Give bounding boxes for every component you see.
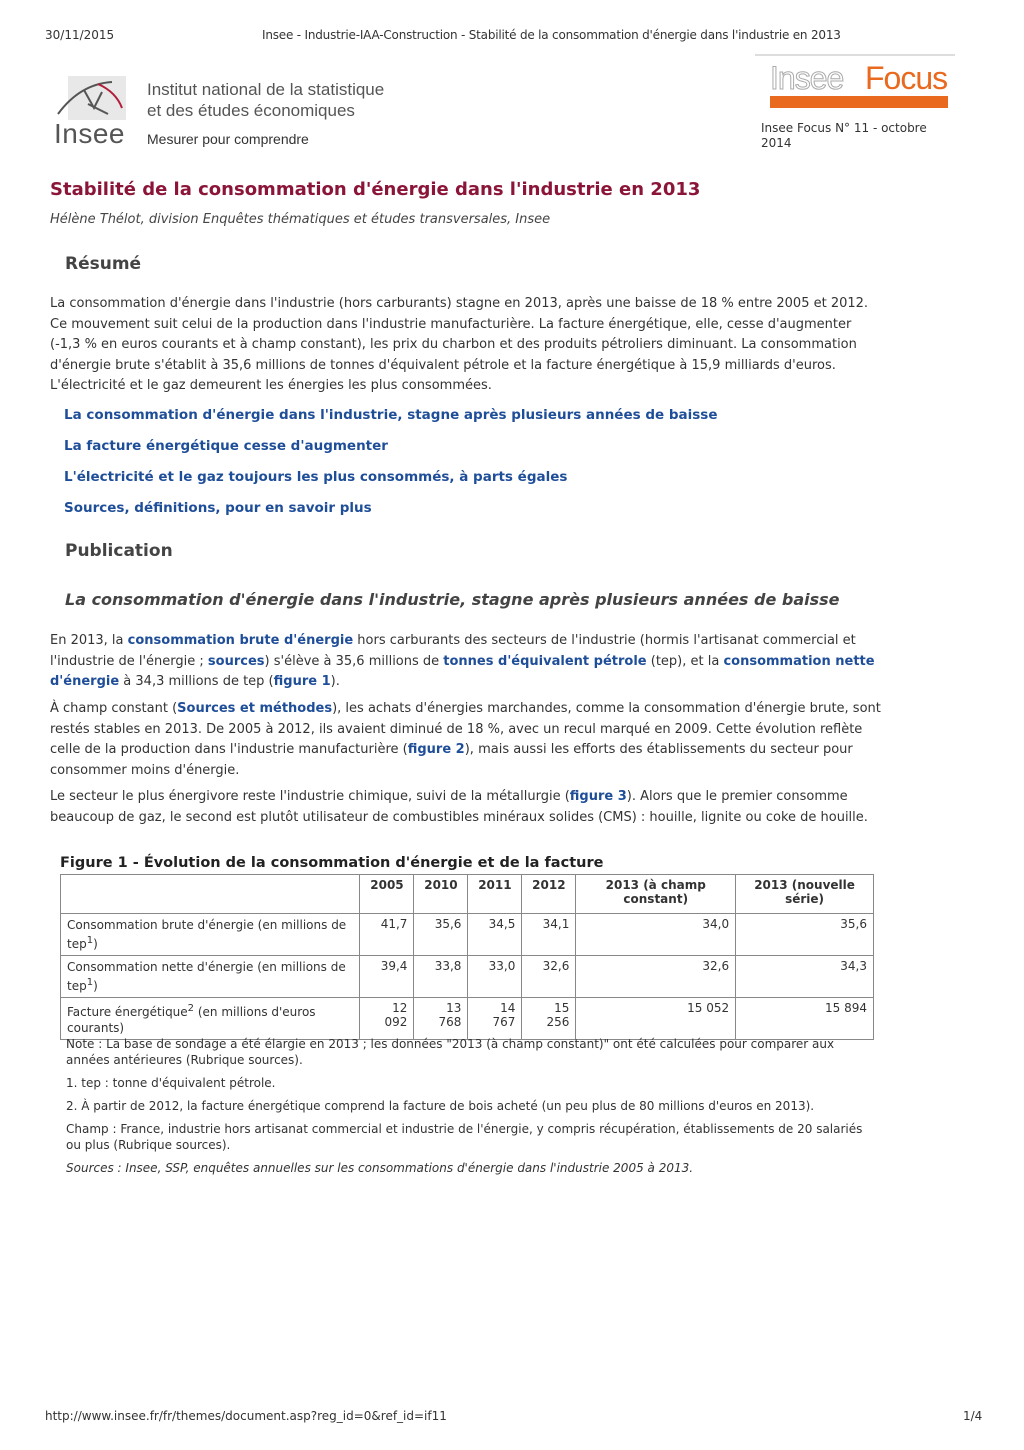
table-cell: 35,6 xyxy=(736,914,874,956)
table-row xyxy=(61,998,874,1040)
logo-wordmark: Insee xyxy=(54,118,125,149)
print-url: http://www.insee.fr/fr/themes/document.asp?reg_id=0&ref_id=if11 xyxy=(45,1409,447,1423)
resume-heading: Résumé xyxy=(65,254,142,274)
institute-motto: Mesurer pour comprendre xyxy=(147,131,309,147)
row-label-tail: ) xyxy=(93,979,98,993)
table-header: 2010 xyxy=(414,875,468,914)
table-cell: 39,4 xyxy=(360,956,414,998)
section-title: La consommation d'énergie dans l'industrie, stagne après plusieurs années de baisse xyxy=(65,590,840,609)
figure-champ: Champ : France, industrie hors artisanat commercial et industrie de l'énergie, y compris récupération, établissements de 20 salariés ou plus (Rubrique sources). xyxy=(66,1122,863,1152)
print-page-number: 1/4 xyxy=(963,1409,983,1423)
row-label-sup: 2 xyxy=(187,1003,195,1014)
focus-logo-insee: Insee xyxy=(770,60,844,96)
table-row xyxy=(61,956,874,998)
p2-text: ), mais aussi les efforts des établissements du secteur pour consommer moins d'énergie. xyxy=(50,742,853,778)
table-header: 2013 (à champ constant) xyxy=(576,875,736,914)
table-cell: 15 256 xyxy=(522,998,576,1040)
toc-link-sources[interactable]: Sources, définitions, pour en savoir plus xyxy=(64,500,372,516)
publication-heading: Publication xyxy=(65,541,173,561)
row-label-tail: (en millions d'euros courants) xyxy=(67,1005,316,1035)
focus-logo-bar xyxy=(770,96,948,108)
link-figure-2[interactable]: figure 2 xyxy=(407,742,465,757)
row-label-text: Consommation brute d'énergie (en millions de tep xyxy=(67,918,347,951)
table-header: 2012 xyxy=(522,875,576,914)
table-row xyxy=(61,914,874,956)
author-line: Hélène Thélot, division Enquêtes thématiques et études transversales, Insee xyxy=(50,212,551,227)
table-cell: 35,6 xyxy=(414,914,468,956)
table-cell: 15 894 xyxy=(736,998,874,1040)
table-cell: 12 092 xyxy=(360,998,414,1040)
table-cell: 15 052 xyxy=(576,998,736,1040)
p2-text: À champ constant ( xyxy=(50,701,178,716)
table-cell: 34,0 xyxy=(576,914,736,956)
row-label-sup: 1 xyxy=(86,977,94,988)
issue-number: Insee Focus N° 11 - octobre 2014 xyxy=(761,121,927,150)
institute-name-line1: Institut national de la statistique xyxy=(147,80,385,99)
link-sources[interactable]: sources xyxy=(207,653,265,669)
p3-text: Le secteur le plus énergivore reste l'industrie chimique, suivi de la métallurgie ( xyxy=(50,789,570,804)
link-figure-3[interactable]: figure 3 xyxy=(569,789,627,804)
print-page-title: Insee - Industrie-IAA-Construction - Stabilité de la consommation d'énergie dans l'industrie en 2013 xyxy=(262,28,841,42)
table-cell: 33,0 xyxy=(468,956,522,998)
table-cell: 32,6 xyxy=(522,956,576,998)
paragraph-3 xyxy=(50,787,882,828)
p1-text: à 34,3 millions de tep ( xyxy=(119,674,274,689)
table-header: 2013 (nouvelle série) xyxy=(736,875,874,914)
row-label xyxy=(61,956,360,998)
row-label xyxy=(61,914,360,956)
table-cell: 33,8 xyxy=(414,956,468,998)
p1-text: En 2013, la xyxy=(50,633,128,648)
p1-text: hors carburants des secteurs de l'industrie (hormis l'artisanat commercial et l'industrie de l'énergie ; xyxy=(50,633,856,669)
table-cell: 34,3 xyxy=(736,956,874,998)
focus-logo-focus: Focus xyxy=(865,60,948,96)
table-cell: 32,6 xyxy=(576,956,736,998)
p1-text: ). xyxy=(330,674,340,689)
table-header xyxy=(61,875,360,914)
paragraph-2 xyxy=(50,699,882,781)
print-date: 30/11/2015 xyxy=(45,28,115,42)
table-cell: 34,5 xyxy=(468,914,522,956)
resume-text: La consommation d'énergie dans l'industrie (hors carburants) stagne en 2013, après une baisse de 18 % entre 2005 et 2012. Ce mouvement suit celui de la production dans l'industrie manufacturière. La facture énergétique, elle, cesse d'augmenter (-1,3 % en euros courants et à champ constant), les prix du charbon et des produits pétroliers diminuant. La consommation d'énergie brute s'établit à 35,6 millions de tonnes d'équivalent pétrole et la facture énergétique à 15,9 milliards d'euros. L'électricité et le gaz demeurent les énergies les plus consommées. xyxy=(50,296,869,393)
figure-1-table xyxy=(60,874,874,1040)
p1-text: ) s'élève à 35,6 millions de xyxy=(264,653,444,669)
figure-footnote-1: 1. tep : tonne d'équivalent pétrole. xyxy=(66,1076,276,1090)
table-cell: 41,7 xyxy=(360,914,414,956)
figure-note: Note : La base de sondage a été élargie en 2013 ; les données "2013 (à champ constant)" ont été calculées pour comparer aux années antérieures (Rubrique sources). xyxy=(66,1037,835,1067)
row-label xyxy=(61,998,360,1040)
table-header-row xyxy=(61,875,874,914)
page-title: Stabilité de la consommation d'énergie dans l'industrie en 2013 xyxy=(50,179,701,200)
link-sources-methodes[interactable]: Sources et méthodes xyxy=(177,701,333,716)
figure-sources: Sources : Insee, SSP, enquêtes annuelles sur les consommations d'énergie dans l'industrie 2005 à 2013. xyxy=(66,1161,694,1175)
institute-name-line2: et des études économiques xyxy=(147,101,355,120)
link-consommation-brute[interactable]: consommation brute d'énergie xyxy=(127,633,354,648)
p3-text: ). Alors que le premier consomme beaucoup de gaz, le second est plutôt utilisateur de combustibles minéraux solides (CMS) : houille, lignite ou coke de houille. xyxy=(50,789,868,825)
row-label-text: Consommation nette d'énergie (en millions de tep xyxy=(67,960,346,993)
table-cell: 13 768 xyxy=(414,998,468,1040)
toc-link-electricite-gaz[interactable]: L'électricité et le gaz toujours les plus consommés, à parts égales xyxy=(64,469,568,485)
p2-text: ), les achats d'énergies marchandes, comme la consommation d'énergie brute, sont restés stables en 2013. De 2005 à 2012, ils avaient diminué de 18 %, avec un recul marqué en 2009. Cette évolution reflète celle de la production dans l'industrie manufacturière ( xyxy=(50,701,881,757)
row-label-sup: 1 xyxy=(86,935,94,946)
table-header: 2011 xyxy=(468,875,522,914)
figure-1-title: Figure 1 - Évolution de la consommation d'énergie et de la facture xyxy=(60,855,604,871)
table-cell: 34,1 xyxy=(522,914,576,956)
row-label-tail: ) xyxy=(93,937,98,951)
toc-link-consommation[interactable]: La consommation d'énergie dans l'industrie, stagne après plusieurs années de baisse xyxy=(64,407,718,423)
figure-footnote-2: 2. À partir de 2012, la facture énergétique comprend la facture de bois acheté (un peu plus de 80 millions d'euros en 2013). xyxy=(66,1099,815,1113)
table-cell: 14 767 xyxy=(468,998,522,1040)
table-header: 2005 xyxy=(360,875,414,914)
toc-link-facture[interactable]: La facture énergétique cesse d'augmenter xyxy=(64,438,388,454)
link-tep[interactable]: tonnes d'équivalent pétrole xyxy=(443,653,647,669)
link-consommation-nette[interactable]: consommation nette d'énergie xyxy=(50,653,875,689)
p1-text: (tep), et la xyxy=(646,653,724,669)
link-figure-1[interactable]: figure 1 xyxy=(273,674,331,689)
row-label-text: Facture énergétique xyxy=(67,1005,188,1019)
paragraph-1 xyxy=(50,631,882,693)
